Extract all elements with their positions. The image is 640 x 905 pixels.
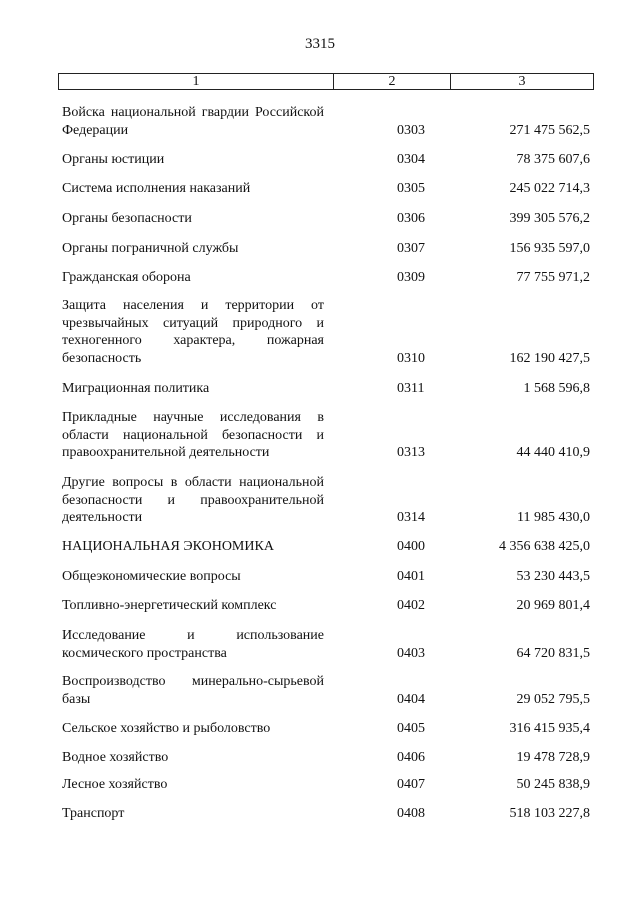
row-amount: 156 935 597,0	[509, 241, 590, 256]
row-code: 0305	[397, 181, 425, 196]
row-code: 0310	[397, 350, 425, 366]
row-amount: 53 230 443,5	[516, 569, 590, 584]
row-amount: 44 440 410,9	[516, 445, 590, 460]
row-code: 0407	[397, 777, 425, 792]
row-name: Сельское хозяйство и рыболовство	[62, 721, 271, 736]
row-code: 0309	[397, 270, 425, 285]
row-amount: 20 969 801,4	[516, 598, 590, 613]
row-code: 0404	[397, 691, 425, 707]
row-code: 0307	[397, 241, 425, 256]
row-name: Войска национальной гвардии Российской Федерации	[62, 105, 324, 138]
row-code: 0304	[397, 152, 425, 167]
page-number: 3315	[305, 36, 335, 52]
row-code: 0311	[397, 381, 425, 396]
row-amount: 64 720 831,5	[516, 645, 590, 661]
row-amount: 162 190 427,5	[509, 350, 590, 366]
row-amount: 11 985 430,0	[517, 510, 590, 525]
row-amount: 271 475 562,5	[509, 122, 590, 138]
row-name: Исследование и использование космического пространства	[62, 628, 324, 661]
row-amount: 245 022 714,3	[509, 181, 590, 196]
row-amount: 77 755 971,2	[516, 270, 590, 285]
row-name: Органы безопасности	[62, 211, 192, 226]
row-name: Транспорт	[62, 806, 125, 821]
row-name: Система исполнения наказаний	[62, 181, 251, 196]
row-code: 0306	[397, 211, 425, 226]
row-name: Другие вопросы в области национальной безопасности и правоохранительной деятельности	[62, 475, 324, 525]
row-name: Органы пограничной службы	[62, 241, 239, 256]
row-name: Общеэкономические вопросы	[62, 569, 241, 584]
row-amount: 29 052 795,5	[516, 691, 590, 707]
row-code: 0401	[397, 569, 425, 584]
row-code: 0405	[397, 721, 425, 736]
row-name: Гражданская оборона	[62, 270, 191, 285]
row-amount: 78 375 607,6	[516, 152, 590, 167]
row-amount: 4 356 638 425,0	[499, 539, 590, 554]
row-name: Прикладные научные исследования в области национальной безопасности и правоохранительной деятельности	[62, 410, 324, 460]
row-code: 0313	[397, 445, 425, 460]
row-code: 0406	[397, 750, 425, 765]
header-col-2: 2	[334, 74, 451, 89]
row-amount: 19 478 728,9	[516, 750, 590, 765]
header-col-3: 3	[518, 74, 526, 89]
row-name: Воспроизводство минерально-сырьевой базы	[62, 674, 324, 707]
row-name: Лесное хозяйство	[62, 777, 168, 792]
header-col-1: 1	[59, 74, 334, 89]
row-code: 0303	[397, 122, 425, 138]
row-code: 0402	[397, 598, 425, 613]
row-name: НАЦИОНАЛЬНАЯ ЭКОНОМИКА	[62, 539, 274, 554]
row-name: Миграционная политика	[62, 381, 210, 396]
row-code: 0408	[397, 806, 425, 821]
row-code: 0400	[397, 539, 425, 554]
row-amount: 316 415 935,4	[509, 721, 590, 736]
row-name: Водное хозяйство	[62, 750, 169, 765]
row-name: Топливно-энергетический комплекс	[62, 598, 277, 613]
row-code: 0314	[397, 510, 425, 525]
row-amount: 399 305 576,2	[509, 211, 590, 226]
row-name: Защита населения и территории от чрезвычайных ситуаций природного и техногенного характера, пожарная безопасность	[62, 298, 324, 366]
row-code: 0403	[397, 645, 425, 661]
row-amount: 50 245 838,9	[516, 777, 590, 792]
row-amount: 1 568 596,8	[523, 381, 590, 396]
row-name: Органы юстиции	[62, 152, 165, 167]
row-amount: 518 103 227,8	[509, 806, 590, 821]
table-header	[58, 73, 594, 90]
